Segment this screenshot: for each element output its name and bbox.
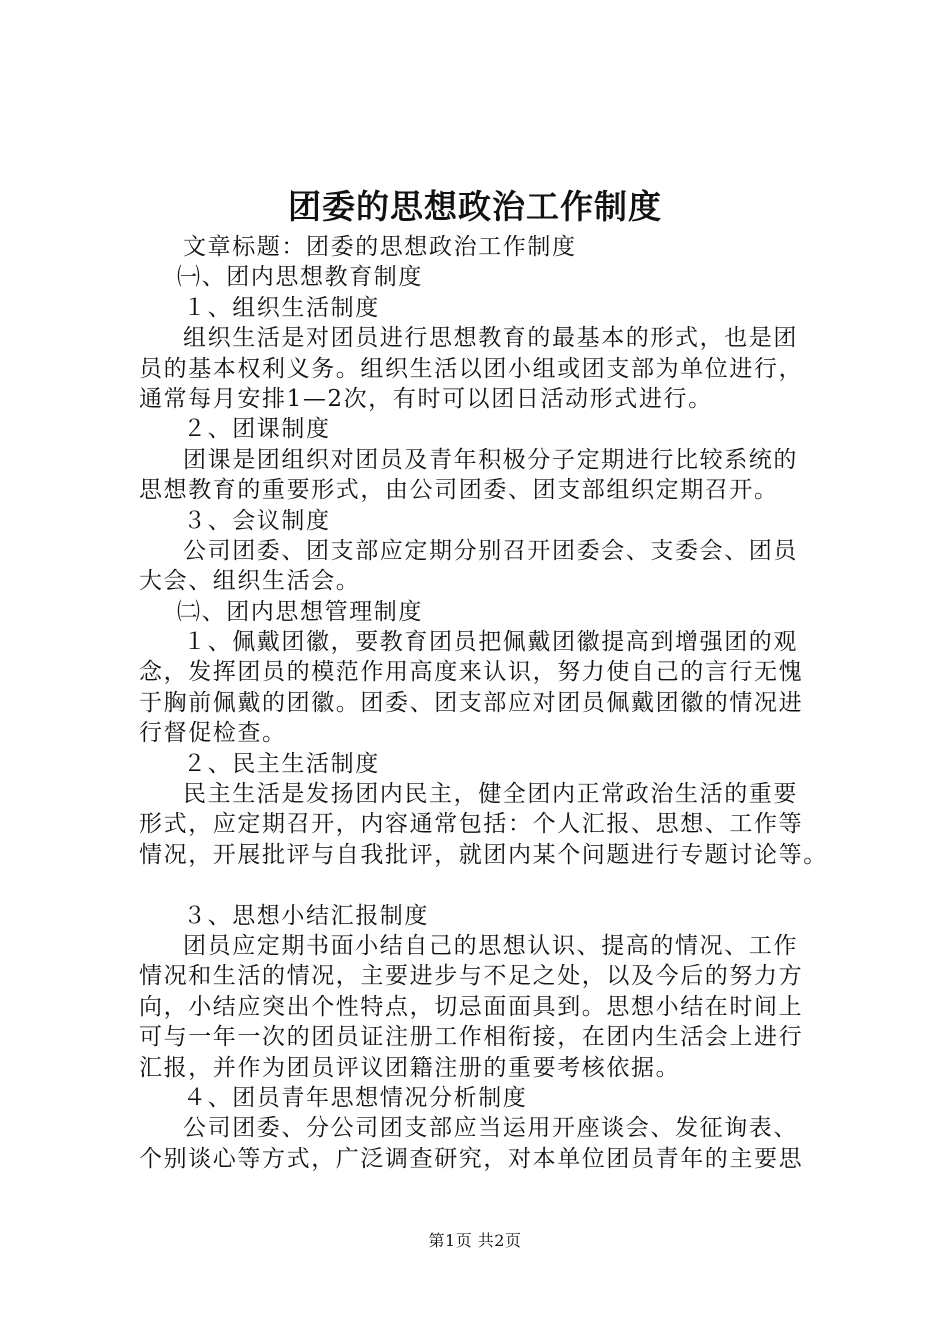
paragraph-line: 通常每月安排1—2次，有时可以团日活动形式进行。 <box>139 385 713 412</box>
paragraph-line: 员的基本权利义务。组织生活以团小组或团支部为单位进行， <box>139 355 804 382</box>
paragraph-line: 情况，开展批评与自我批评，就团内某个问题进行专题讨论等。 <box>139 841 828 868</box>
paragraph-line: １、佩戴团徽，要教育团员把佩戴团徽提高到增强团的观 <box>183 629 798 656</box>
paragraph-line: 向，小结应突出个性特点，切忌面面具到。思想小结在时间上 <box>139 993 804 1020</box>
paragraph-line: 大会、组织生活会。 <box>139 568 361 595</box>
paragraph-line: 念，发挥团员的模范作用高度来认识，努力使自己的言行无愧 <box>139 659 804 686</box>
document-body <box>139 232 849 1174</box>
subsection-heading: ４、团员青年思想情况分析制度 <box>183 1084 528 1111</box>
paragraph-line: 个别谈心等方式，广泛调查研究，对本单位团员青年的主要思 <box>139 1145 804 1172</box>
subsection-heading: ２、民主生活制度 <box>183 750 380 777</box>
paragraph-line: 于胸前佩戴的团徽。团委、团支部应对团员佩戴团徽的情况进 <box>139 689 804 716</box>
paragraph-line: 组织生活是对团员进行思想教育的最基本的形式，也是团 <box>183 325 798 352</box>
page-title: 团委的思想政治工作制度 <box>288 187 662 226</box>
blank-line <box>139 870 849 900</box>
paragraph-line: 行督促检查。 <box>139 720 287 747</box>
section-heading: ㈡、团内思想管理制度 <box>177 598 423 625</box>
subsection-heading: ３、会议制度 <box>183 507 331 534</box>
paragraph-line: 情况和生活的情况，主要进步与不足之处，以及今后的努力方 <box>139 963 804 990</box>
paragraph-line: 公司团委、分公司团支部应当运用开座谈会、发征询表、 <box>183 1115 798 1142</box>
paragraph-line: 思想教育的重要形式，由公司团委、团支部组织定期召开。 <box>139 477 779 504</box>
article-title-line: 文章标题：团委的思想政治工作制度 <box>183 234 577 260</box>
paragraph-line: 汇报，并作为团员评议团籍注册的重要考核依据。 <box>139 1054 681 1081</box>
section-heading: ㈠、团内思想教育制度 <box>177 264 423 291</box>
paragraph-line: 形式，应定期召开，内容通常包括：个人汇报、思想、工作等 <box>139 811 804 838</box>
page-footer: 第1页 共2页 <box>428 1231 522 1250</box>
paragraph-line: 民主生活是发扬团内民主，健全团内正常政治生活的重要 <box>183 781 798 808</box>
paragraph-line: 团员应定期书面小结自己的思想认识、提高的情况、工作 <box>183 932 798 959</box>
paragraph-line: 团课是团组织对团员及青年积极分子定期进行比较系统的 <box>183 446 798 473</box>
subsection-heading: １、组织生活制度 <box>183 294 380 321</box>
subsection-heading: ３、思想小结汇报制度 <box>183 902 429 929</box>
paragraph-line: 可与一年一次的团员证注册工作相衔接，在团内生活会上进行 <box>139 1024 804 1051</box>
paragraph-line: 公司团委、团支部应定期分别召开团委会、支委会、团员 <box>183 537 798 564</box>
subsection-heading: ２、团课制度 <box>183 416 331 443</box>
